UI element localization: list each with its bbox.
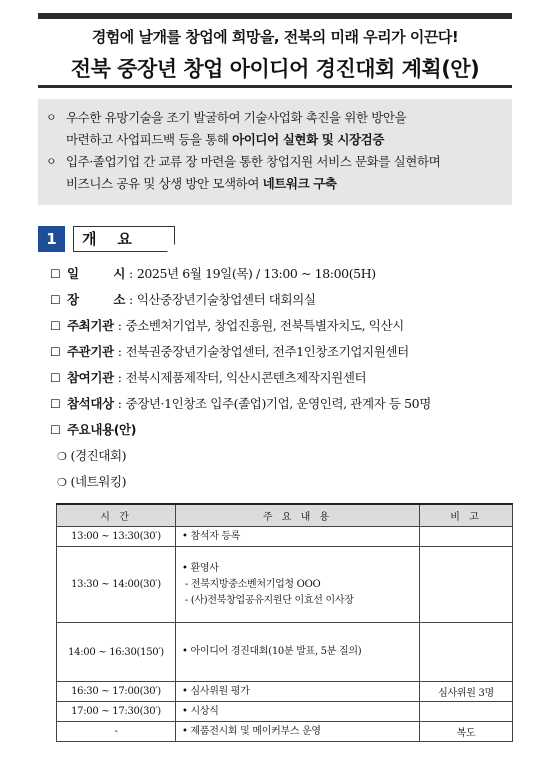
overview-label: 참석대상 [67, 396, 114, 411]
time-cell: 13:30 ~ 14:00(30′) [57, 547, 176, 623]
summary-emphasis: 아이디어 실현화 및 시장검증 [232, 132, 385, 147]
overview-label: 주최기관 [67, 318, 114, 333]
checkbox-square-icon: ☐ [50, 293, 61, 307]
content-cell: • 참석자 등록 [176, 527, 420, 547]
summary-text: 우수한 유망기술을 조기 발굴하여 기술사업화 촉진을 위한 방안을 [66, 110, 407, 125]
section-title-text: 개 요 [82, 230, 132, 248]
hollow-circle-icon: ❍ [57, 476, 67, 489]
summary-text: 입주·졸업기업 간 교류 장 마련을 통한 창업지원 서비스 문화를 실현하며 [66, 154, 441, 169]
summary-item [46, 151, 502, 195]
section-title [73, 226, 175, 252]
checkbox-square-icon: ☐ [50, 397, 61, 411]
checkbox-square-icon: ☐ [50, 423, 61, 437]
table-row [57, 527, 513, 547]
note-cell [420, 702, 513, 722]
overview-row-date: ☐ 일 시 : 2025년 6월 19일(목) / 13:00 ~ 18:00(5H) [50, 261, 520, 287]
overview-label: 주관기관 [67, 344, 114, 359]
checkbox-square-icon: ☐ [50, 345, 61, 359]
summary-emphasis: 네트워크 구축 [262, 176, 337, 191]
time-cell: 16:30 ~ 17:00(30′) [57, 682, 176, 702]
sub-item-contest: ❍ (경진대회) [57, 448, 127, 463]
time-cell: - [57, 722, 176, 742]
checkbox-square-icon: ☐ [50, 267, 61, 281]
content-cell: • 아이디어 경진대회(10분 발표, 5분 질의) [176, 623, 420, 682]
table-row [57, 547, 513, 623]
title-box [38, 13, 512, 88]
section-header [38, 226, 175, 252]
circle-bullet-icon: ㅇ [46, 111, 57, 124]
time-cell: 17:00 ~ 17:30(30′) [57, 702, 176, 722]
overview-label: 장 소 [67, 292, 125, 307]
note-cell [420, 527, 513, 547]
overview-row-venue: ☐ 장 소 : 익산중장년기술창업센터 대회의실 [50, 287, 520, 313]
content-cell: • 환영사 - 전북지방중소벤처기업청 OOO - (사)전북창업공유지원단 이효선 이사장 [176, 547, 420, 623]
schedule-table [56, 503, 513, 742]
time-cell: 14:00 ~ 16:30(150′) [57, 623, 176, 682]
overview-row-attendees: ☐ 참석대상 : 중장년·1인창조 입주(졸업)기업, 운영인력, 관계자 등 50명 [50, 391, 520, 417]
summary-text: 마련하고 사업피드백 등을 통해 [66, 132, 233, 147]
overview-value: 전북권중장년기술창업센터, 전주1인창조기업지원센터 [125, 344, 409, 359]
folded-corner-icon [167, 244, 175, 252]
content-cell: • 심사위원 평가 [176, 682, 420, 702]
overview-label: 주요내용(안) [67, 422, 137, 437]
overview-label: 참여기관 [67, 370, 114, 385]
table-header-row [57, 504, 513, 527]
column-header-note: 비 고 [420, 504, 513, 527]
note-cell: 복도 [420, 722, 513, 742]
checkbox-square-icon: ☐ [50, 371, 61, 385]
column-header-time: 시 간 [57, 504, 176, 527]
table-row [57, 623, 513, 682]
note-cell [420, 623, 513, 682]
table-row [57, 722, 513, 742]
sub-item-networking: ❍ (네트워킹) [57, 474, 127, 489]
section-number: 1 [38, 226, 65, 252]
overview-value: 전북시제품제작터, 익산시콘텐츠제작지원센터 [125, 370, 367, 385]
column-header-content: 주 요 내 용 [176, 504, 420, 527]
overview-value: 중소벤처기업부, 창업진흥원, 전북특별자치도, 익산시 [125, 318, 404, 333]
summary-item [46, 107, 502, 151]
overview-value: 2025년 6월 19일(목) / 13:00 ~ 18:00(5H) [136, 266, 376, 281]
overview-label: 일 시 [67, 266, 125, 281]
summary-box [38, 99, 512, 205]
table-row [57, 702, 513, 722]
overview-row-content [50, 417, 520, 443]
checkbox-square-icon: ☐ [50, 319, 61, 333]
page-title: 전북 중장년 창업 아이디어 경진대회 계획(안) [70, 57, 480, 81]
content-cell: • 시상식 [176, 702, 420, 722]
hollow-circle-icon: ❍ [57, 450, 67, 463]
note-cell: 심사위원 3명 [420, 682, 513, 702]
overview-row-host: ☐ 주최기관 : 중소벤처기업부, 창업진흥원, 전북특별자치도, 익산시 [50, 313, 520, 339]
circle-bullet-icon: ㅇ [46, 155, 57, 168]
overview-list [50, 261, 520, 495]
overview-row-participants: ☐ 참여기관 : 전북시제품제작터, 익산시콘텐츠제작지원센터 [50, 365, 520, 391]
overview-value: 익산중장년기술창업센터 대회의실 [136, 292, 316, 307]
table-row [57, 682, 513, 702]
note-cell [420, 547, 513, 623]
time-cell: 13:00 ~ 13:30(30′) [57, 527, 176, 547]
overview-row-organizer: ☐ 주관기관 : 전북권중장년기술창업센터, 전주1인창조기업지원센터 [50, 339, 520, 365]
content-cell: • 제품전시회 및 메이커부스 운영 [176, 722, 420, 742]
page-subtitle: 경험에 날개를 창업에 희망을, 전북의 미래 우리가 이끈다! [91, 28, 459, 46]
overview-value: 중장년·1인창조 입주(졸업)기업, 운영인력, 관계자 등 50명 [125, 396, 431, 411]
summary-text: 비즈니스 공유 및 상생 방안 모색하여 [66, 176, 263, 191]
